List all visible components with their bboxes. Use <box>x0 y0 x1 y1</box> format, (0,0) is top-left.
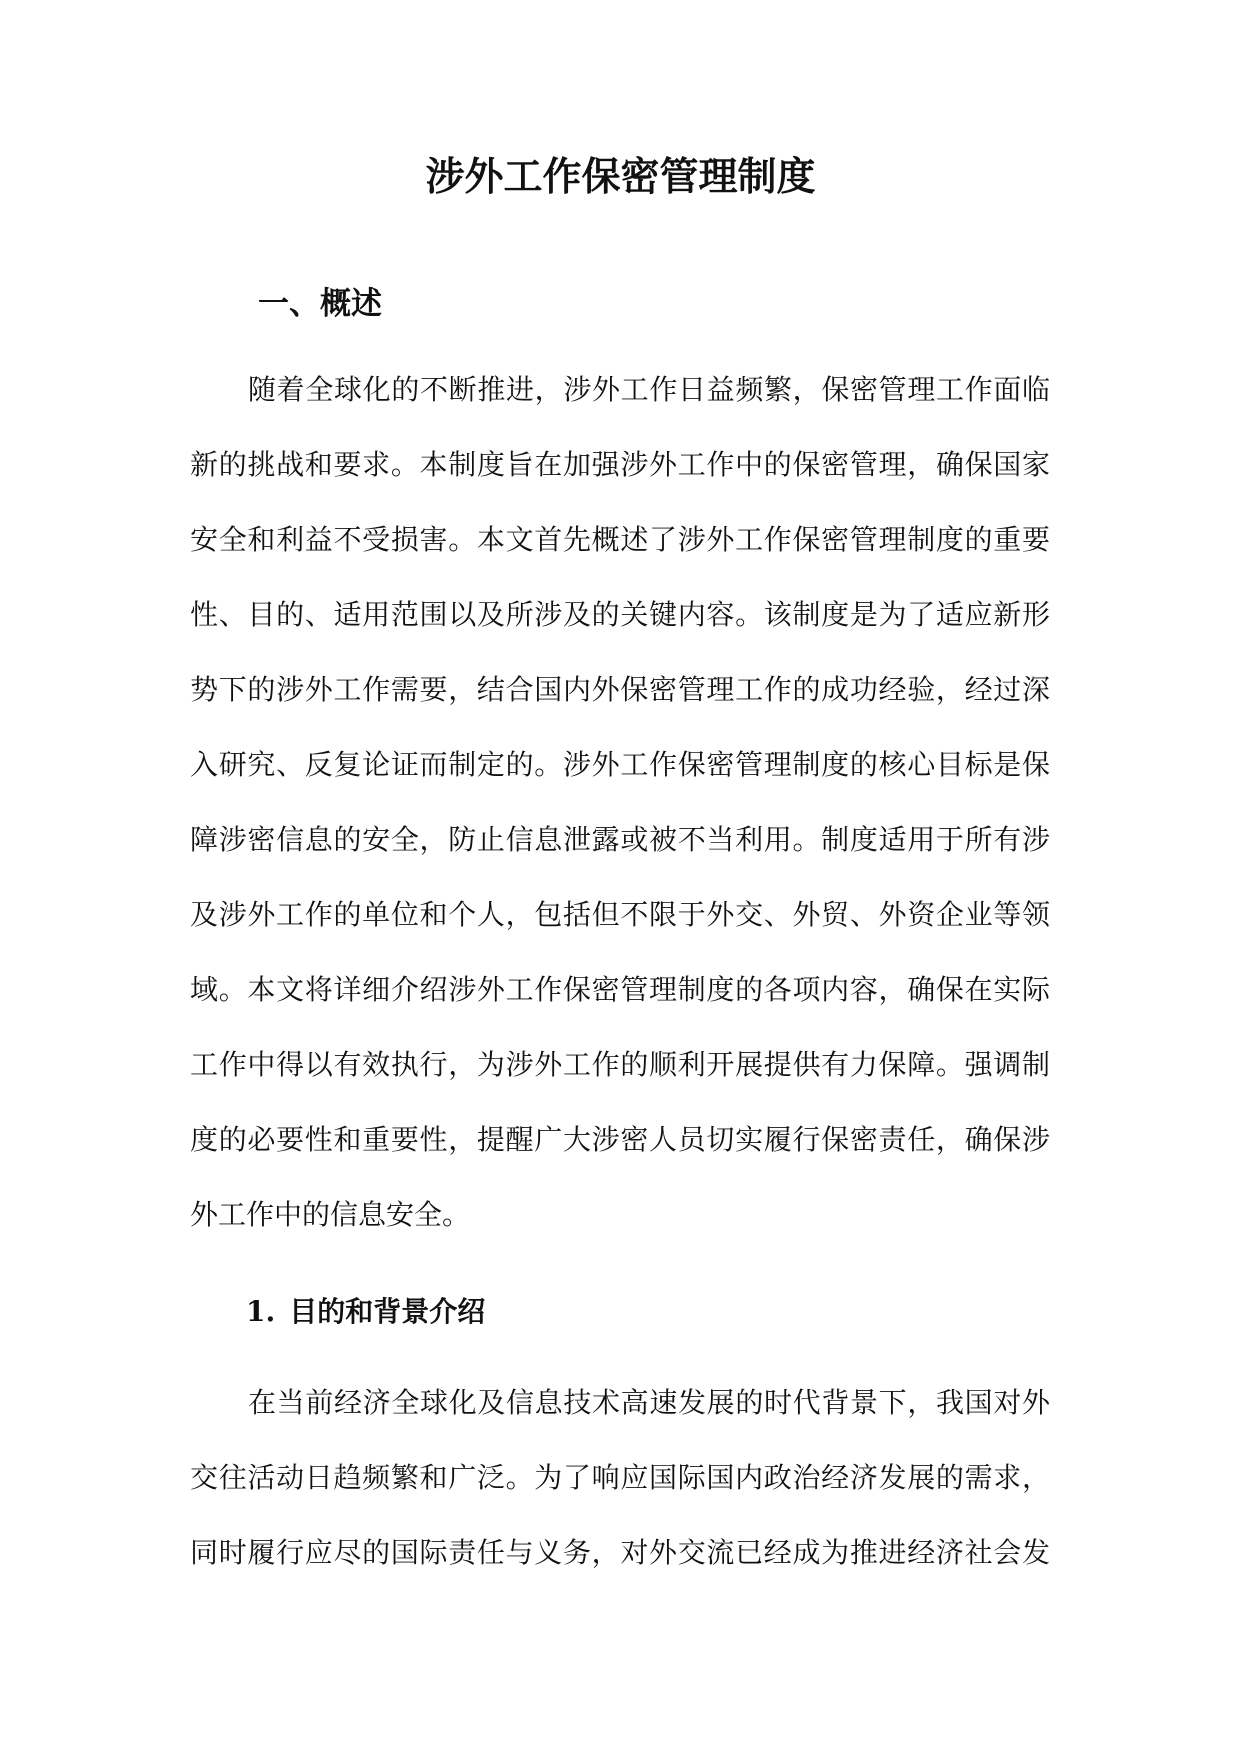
paragraph-line: 工作中得以有效执行，为涉外工作的顺利开展提供有力保障。强调制 <box>190 1048 1050 1081</box>
paragraph-line: 入研究、反复论证而制定的。涉外工作保密管理制度的核心目标是保 <box>190 748 1050 781</box>
section-heading-overview: 一、概述 <box>258 286 382 322</box>
document-title: 涉外工作保密管理制度 <box>425 154 816 200</box>
paragraph-line: 域。本文将详细介绍涉外工作保密管理制度的各项内容，确保在实际 <box>190 973 1050 1006</box>
paragraph-line: 性、目的、适用范围以及所涉及的关键内容。该制度是为了适应新形 <box>190 598 1050 631</box>
subsection-number: 1. <box>246 1295 276 1328</box>
paragraph-line: 安全和利益不受损害。本文首先概述了涉外工作保密管理制度的重要 <box>190 523 1050 556</box>
paragraph-line: 新的挑战和要求。本制度旨在加强涉外工作中的保密管理，确保国家 <box>190 448 1050 481</box>
paragraph-line: 外工作中的信息安全。 <box>190 1198 471 1231</box>
paragraph-line: 随着全球化的不断推进，涉外工作日益频繁，保密管理工作面临 <box>248 373 1050 406</box>
overview-paragraph <box>190 352 1050 1252</box>
paragraph-line: 势下的涉外工作需要，结合国内外保密管理工作的成功经验，经过深 <box>190 673 1050 706</box>
paragraph-line: 障涉密信息的安全，防止信息泄露或被不当利用。制度适用于所有涉 <box>190 823 1050 856</box>
purpose-paragraph <box>190 1365 1050 1590</box>
paragraph-line: 同时履行应尽的国际责任与义务，对外交流已经成为推进经济社会发 <box>190 1536 1050 1569</box>
subsection-title: 目的和背景介绍 <box>289 1295 486 1328</box>
paragraph-line: 交往活动日趋频繁和广泛。为了响应国际国内政治经济发展的需求， <box>190 1461 1050 1494</box>
paragraph-line: 度的必要性和重要性，提醒广大涉密人员切实履行保密责任，确保涉 <box>190 1123 1050 1156</box>
paragraph-line: 在当前经济全球化及信息技术高速发展的时代背景下，我国对外 <box>248 1386 1050 1419</box>
subsection-heading-purpose <box>246 1292 485 1332</box>
paragraph-line: 及涉外工作的单位和个人，包括但不限于外交、外贸、外资企业等领 <box>190 898 1050 931</box>
